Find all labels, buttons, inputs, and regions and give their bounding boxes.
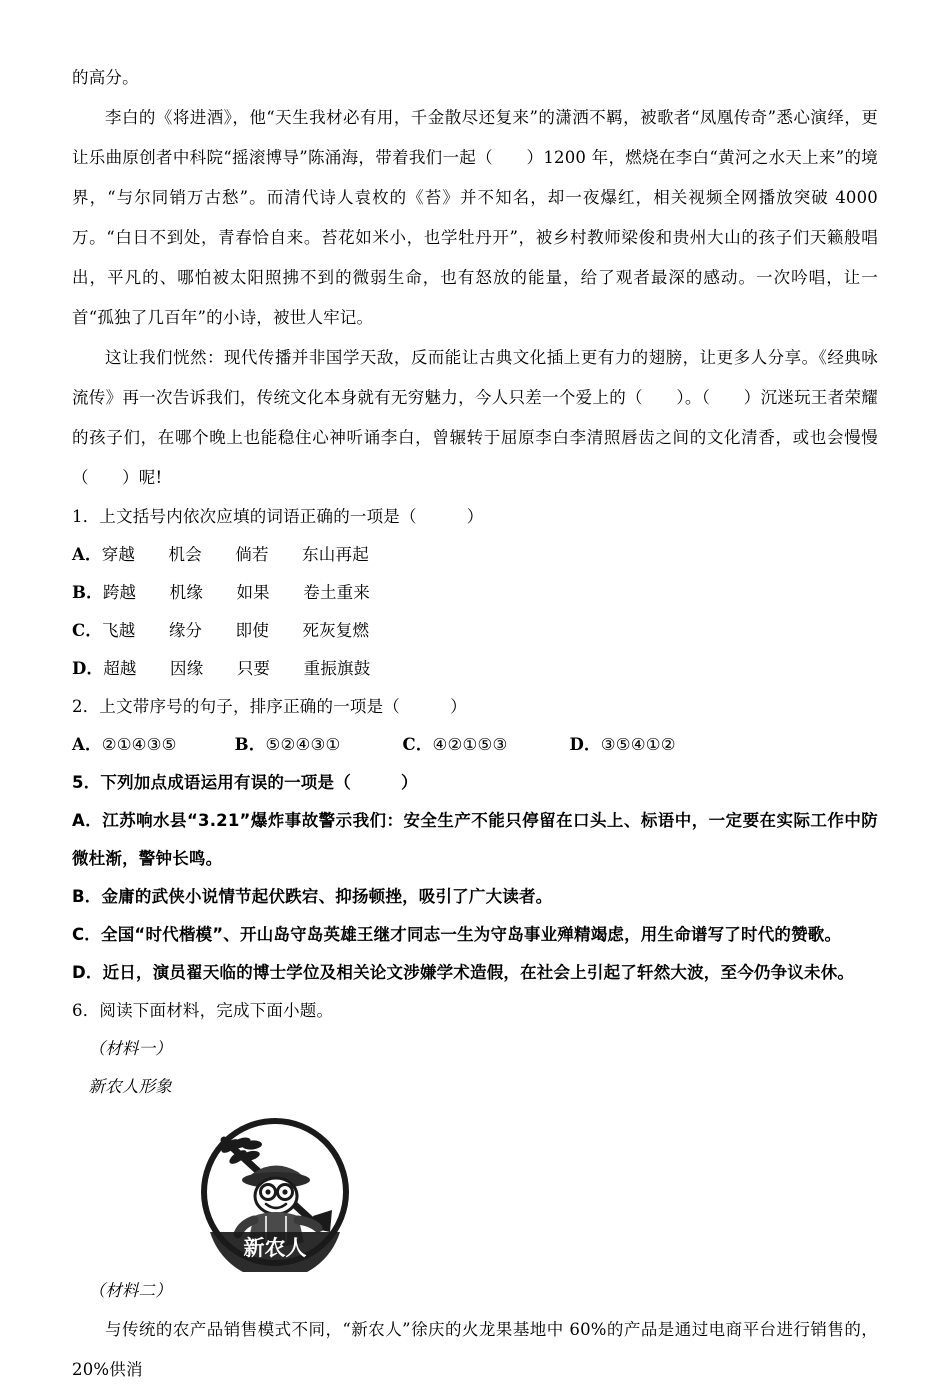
q2-option-d[interactable] bbox=[570, 726, 676, 764]
q2-option-c[interactable] bbox=[403, 726, 508, 764]
question-5-number: 5 bbox=[72, 773, 84, 792]
question-5-option-a[interactable] bbox=[72, 802, 878, 878]
question-6-number: 6 bbox=[72, 1001, 83, 1020]
q5-option-b-label: B． bbox=[72, 887, 102, 906]
question-1-dot: ． bbox=[82, 507, 100, 526]
option-b-label: B． bbox=[72, 583, 103, 602]
question-6-dot: ． bbox=[82, 1001, 100, 1020]
q2-option-a-label: A． bbox=[72, 735, 102, 754]
material-two-text: 与传统的农产品销售模式不同，“新农人”徐庆的火龙果基地中 60%的产品是通过电商平台进行销售的，20%供消 bbox=[72, 1320, 878, 1379]
question-5 bbox=[72, 764, 878, 992]
question-2-dot: ． bbox=[82, 697, 100, 716]
q5-option-d-label: D． bbox=[72, 963, 103, 982]
question-5-text: 下列加点成语运用有误的一项是（ ） bbox=[100, 773, 418, 792]
option-d-label: D． bbox=[72, 659, 104, 678]
option-b-text: 跨越 机缘 如果 卷土重来 bbox=[102, 583, 371, 602]
q2-option-a[interactable] bbox=[72, 726, 177, 764]
q2-option-c-text: ④②①⑤③ bbox=[432, 735, 508, 754]
option-c-text: 飞越 缘分 即使 死灰复燃 bbox=[102, 621, 370, 640]
option-a-label: A． bbox=[72, 545, 102, 564]
q2-option-d-text: ③⑤④①② bbox=[600, 735, 676, 754]
q5-option-a-text: 江苏响水县“3.21”爆炸事故警示我们：安全生产不能只停留在口头上、标语中，一定要在实际工作中防微杜渐，警钟长鸣。 bbox=[72, 811, 878, 868]
question-5-option-b[interactable] bbox=[72, 878, 878, 916]
question-5-option-d[interactable] bbox=[72, 954, 878, 992]
paragraph-continuation: 的高分。 bbox=[72, 68, 139, 87]
question-2-text: 上文带序号的句子，排序正确的一项是（ ） bbox=[99, 697, 467, 716]
question-2-stem bbox=[72, 688, 878, 726]
logo-text: 新农人 bbox=[243, 1236, 307, 1260]
question-2-number: 2 bbox=[72, 697, 83, 716]
question-6 bbox=[72, 992, 878, 1390]
question-6-text: 阅读下面材料，完成下面小题。 bbox=[99, 1001, 334, 1020]
q5-option-c-text: 全国“时代楷模”、开山岛守岛英雄王继才同志一生为守岛事业殚精竭虑，用生命谱写了时代的赞歌。 bbox=[101, 925, 842, 944]
question-2 bbox=[72, 688, 878, 764]
question-1-option-d[interactable] bbox=[72, 650, 878, 688]
q5-option-c-label: C． bbox=[72, 925, 102, 944]
new-farmer-logo-figure bbox=[180, 1112, 370, 1272]
q2-option-d-label: D． bbox=[569, 735, 601, 754]
material-one-caption: 新农人形象 bbox=[88, 1077, 172, 1096]
question-1-option-a[interactable] bbox=[72, 536, 878, 574]
q2-option-b[interactable] bbox=[235, 726, 341, 764]
question-1-option-c[interactable] bbox=[72, 612, 878, 650]
q5-option-d-text: 近日，演员翟天临的博士学位及相关论文涉嫌学术造假，在社会上引起了轩然大波，至今仍争议未休。 bbox=[102, 963, 855, 982]
question-6-stem bbox=[72, 992, 878, 1030]
question-1-stem bbox=[72, 498, 878, 536]
new-farmer-logo-svg bbox=[180, 1112, 370, 1272]
paragraph-libai: 李白的《将进酒》，他“天生我材必有用，千金散尽还复来”的潇洒不羁，被歌者“凤凰传奇”悉心演绎，更让乐曲原创者中科院“摇滚博导”陈涌海，带着我们一起（ ）1200 年，燃烧在李白“黄河之水天上来”的境界，“与尔同销万古愁”。而清代诗人袁枚的《苔》并不知名，却一夜爆红，相关视频全网播放突破 4000 万。“白日不到处，青春恰自来。苔花如米小，也学牡丹开”，被乡村教师梁俊和贵州大山的孩子们天籁般唱出，平凡的、哪怕被太阳照拂不到的微弱生命，也有怒放的能量，给了观者最深的感动。一次吟唱，让一首“孤独了几百年”的小诗，被世人牢记。 bbox=[72, 108, 878, 327]
paragraph-reflection: 这让我们恍然：现代传播并非国学天敌，反而能让古典文化插上更有力的翅膀，让更多人分享。《经典咏流传》再一次告诉我们，传统文化本身就有无穷魅力，今人只差一个爱上的（ ）。（ ）沉迷玩王者荣耀的孩子们，在哪个晚上也能稳住心神听诵李白，曾辗转于屈原李白李清照唇齿之间的文化清香，或也会慢慢（ ）呢! bbox=[72, 348, 878, 487]
question-1-option-b[interactable] bbox=[72, 574, 878, 612]
page-content bbox=[72, 58, 878, 1390]
material-one-label: （材料一） bbox=[88, 1039, 172, 1058]
option-c-label: C． bbox=[72, 621, 103, 640]
q2-option-b-label: B． bbox=[234, 735, 266, 754]
question-5-option-c[interactable] bbox=[72, 916, 878, 954]
q2-option-a-text: ②①④③⑤ bbox=[101, 735, 177, 754]
question-5-stem bbox=[72, 764, 878, 802]
q5-option-b-text: 金庸的武侠小说情节起伏跌宕、抑扬顿挫，吸引了广大读者。 bbox=[101, 887, 553, 906]
material-two-label: （材料二） bbox=[88, 1281, 172, 1300]
option-a-text: 穿越 机会 倘若 东山再起 bbox=[101, 545, 369, 564]
question-1 bbox=[72, 498, 878, 688]
question-1-number: 1 bbox=[72, 507, 83, 526]
q2-option-b-text: ⑤②④③① bbox=[265, 735, 341, 754]
question-1-text: 上文括号内依次应填的词语正确的一项是（ ） bbox=[99, 507, 484, 526]
option-d-text: 超越 因缘 只要 重振旗鼓 bbox=[103, 659, 371, 678]
question-2-options bbox=[72, 726, 878, 764]
question-5-dot: ． bbox=[83, 773, 101, 792]
q2-option-c-label: C． bbox=[402, 735, 433, 754]
q5-option-a-label: A． bbox=[72, 811, 103, 830]
